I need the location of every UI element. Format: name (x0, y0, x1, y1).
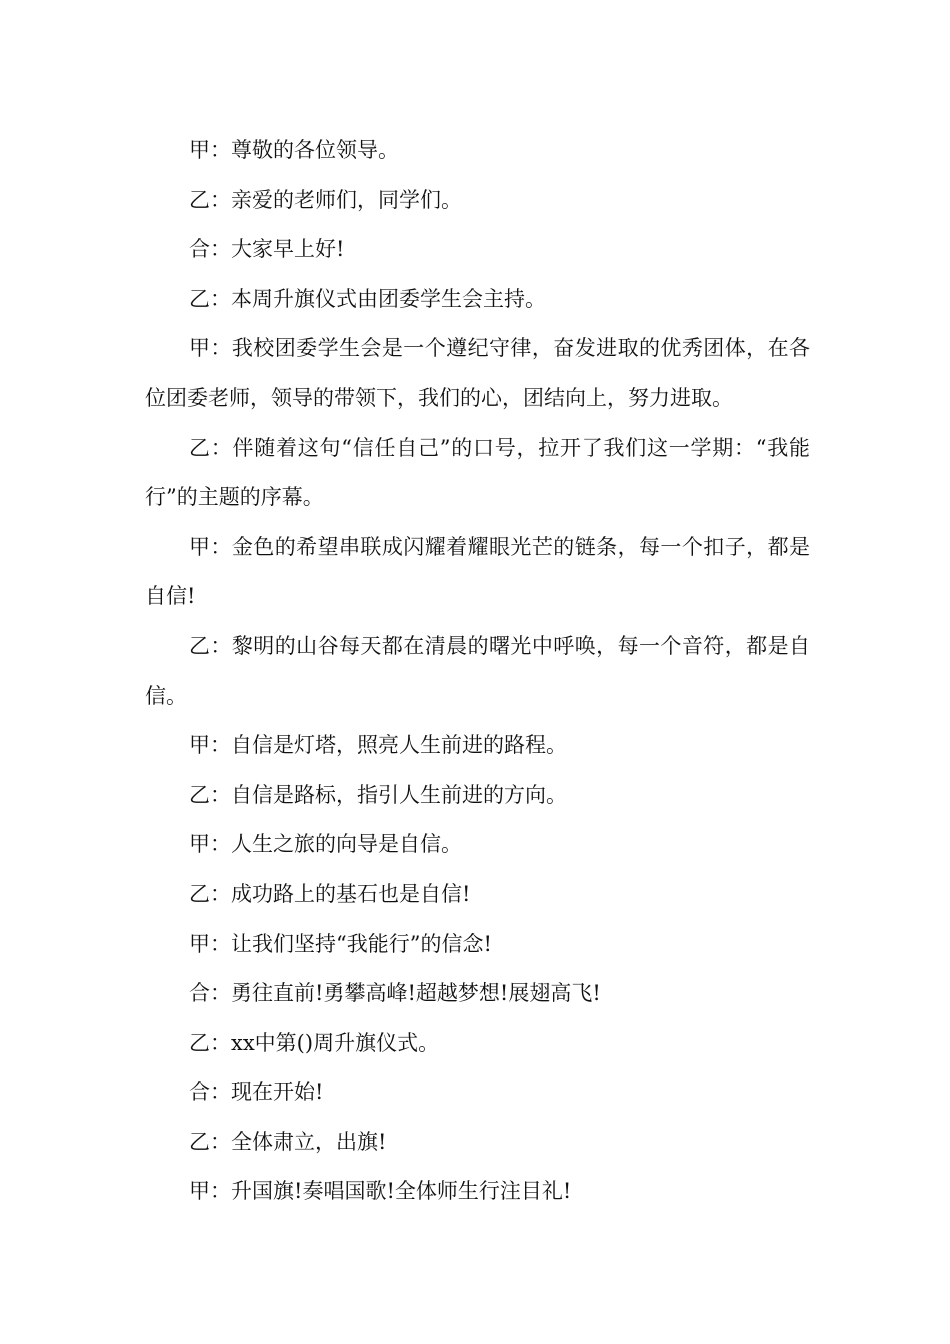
paragraph: 合：现在开始! (189, 1080, 324, 1105)
paragraph: 甲：升国旗!奏唱国歌!全体师生行注目礼! (189, 1179, 572, 1204)
paragraph: 甲：自信是灯塔，照亮人生前进的路程。 (189, 733, 567, 758)
paragraph: 乙：全体肃立，出旗! (189, 1129, 387, 1154)
paragraph: 甲：人生之旅的向导是自信。 (189, 832, 462, 857)
paragraph: 乙：自信是路标，指引人生前进的方向。 (189, 782, 567, 807)
paragraph: 乙：xx中第()周升旗仪式。 (189, 1030, 440, 1055)
paragraph: 甲：尊敬的各位领导。 (189, 138, 399, 162)
paragraph: 乙：本周升旗仪式由团委学生会主持。 (189, 286, 546, 311)
paragraph: 乙：成功路上的基石也是自信! (189, 881, 471, 906)
paragraph: 乙：亲爱的老师们，同学们。 (189, 187, 462, 212)
paragraph: 甲：让我们坚持“我能行”的信念! (189, 931, 492, 956)
paragraph: 甲：金色的希望串联成闪耀着耀眼光芒的链条，每一个扣子，都是自信! (145, 534, 810, 609)
paragraph: 乙：伴随着这句“信任自己”的口号，拉开了我们这一学期：“我能行”的主题的序幕。 (145, 435, 810, 510)
document-body (145, 126, 810, 1217)
paragraph: 甲：我校团委学生会是一个遵纪守律，奋发进取的优秀团体，在各位团委老师，领导的带领下，我们的心，团结向上，努力进取。 (145, 336, 810, 410)
paragraph: 合：勇往直前!勇攀高峰!超越梦想!展翅高飞! (189, 981, 601, 1006)
paragraph: 合：大家早上好! (189, 237, 345, 262)
paragraph: 乙：黎明的山谷每天都在清晨的曙光中呼唤，每一个音符，都是自信。 (145, 633, 810, 708)
